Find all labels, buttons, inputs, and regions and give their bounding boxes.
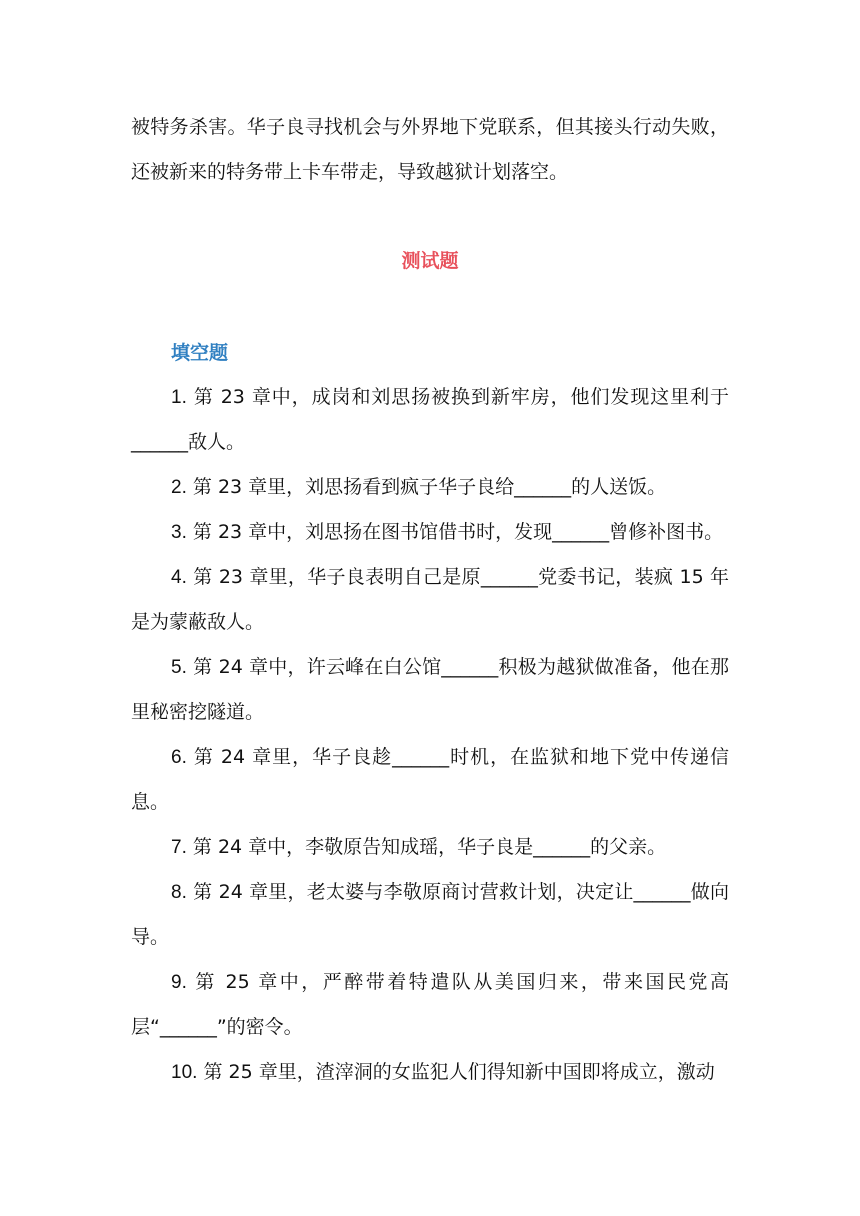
question-item (131, 465, 729, 510)
question-item (131, 825, 729, 870)
question-item (131, 375, 729, 465)
question-item (131, 960, 729, 1050)
question-number: 9. (171, 972, 187, 993)
question-item (131, 555, 729, 645)
intro-paragraph: 被特务杀害。华子良寻找机会与外界地下党联系，但其接头行动失败，还被新来的特务带上卡车带走，导致越狱计划落空。 (131, 116, 729, 183)
question-number: 3. (171, 522, 187, 543)
question-text: 第 23 章中，刘思扬在图书馆借书时，发现______曾修补图书。 (192, 521, 724, 543)
question-item (131, 510, 729, 555)
question-text: 第 25 章中，严醉带着特遣队从美国归来，带来国民党高层“______”的密令。 (131, 971, 729, 1038)
question-item (131, 870, 729, 960)
question-number: 4. (171, 567, 187, 588)
question-item (131, 1050, 729, 1095)
question-text: 第 24 章中，李敬原告知成瑶，华子良是______的父亲。 (192, 836, 667, 858)
question-number: 7. (171, 837, 187, 858)
question-text: 第 24 章里，华子良趁______时机，在监狱和地下党中传递信息。 (131, 746, 729, 813)
question-text: 第 25 章里，渣滓洞的女监犯人们得知新中国即将成立，激动 (203, 1061, 715, 1083)
question-number: 10. (171, 1062, 198, 1083)
question-item (131, 735, 729, 825)
question-number: 2. (171, 477, 187, 498)
page-title: 测试题 (401, 250, 459, 272)
question-number: 1. (171, 387, 187, 408)
question-number: 8. (171, 882, 187, 903)
question-number: 6. (171, 747, 187, 768)
question-number: 5. (171, 657, 187, 678)
question-item (131, 645, 729, 735)
section-heading: 填空题 (171, 342, 229, 364)
question-list (131, 375, 729, 1095)
question-text: 第 23 章中，成岗和刘思扬被换到新牢房，他们发现这里利于______敌人。 (131, 386, 729, 453)
question-text: 第 23 章里，华子良表明自己是原______党委书记，装疯 15 年是为蒙蔽敌人。 (131, 566, 730, 633)
question-text: 第 24 章中，许云峰在白公馆______积极为越狱做准备，他在那里秘密挖隧道。 (131, 656, 729, 723)
question-text: 第 24 章里，老太婆与李敬原商讨营救计划，决定让______做向导。 (131, 881, 729, 948)
question-text: 第 23 章里，刘思扬看到疯子华子良给______的人送饭。 (192, 476, 667, 498)
